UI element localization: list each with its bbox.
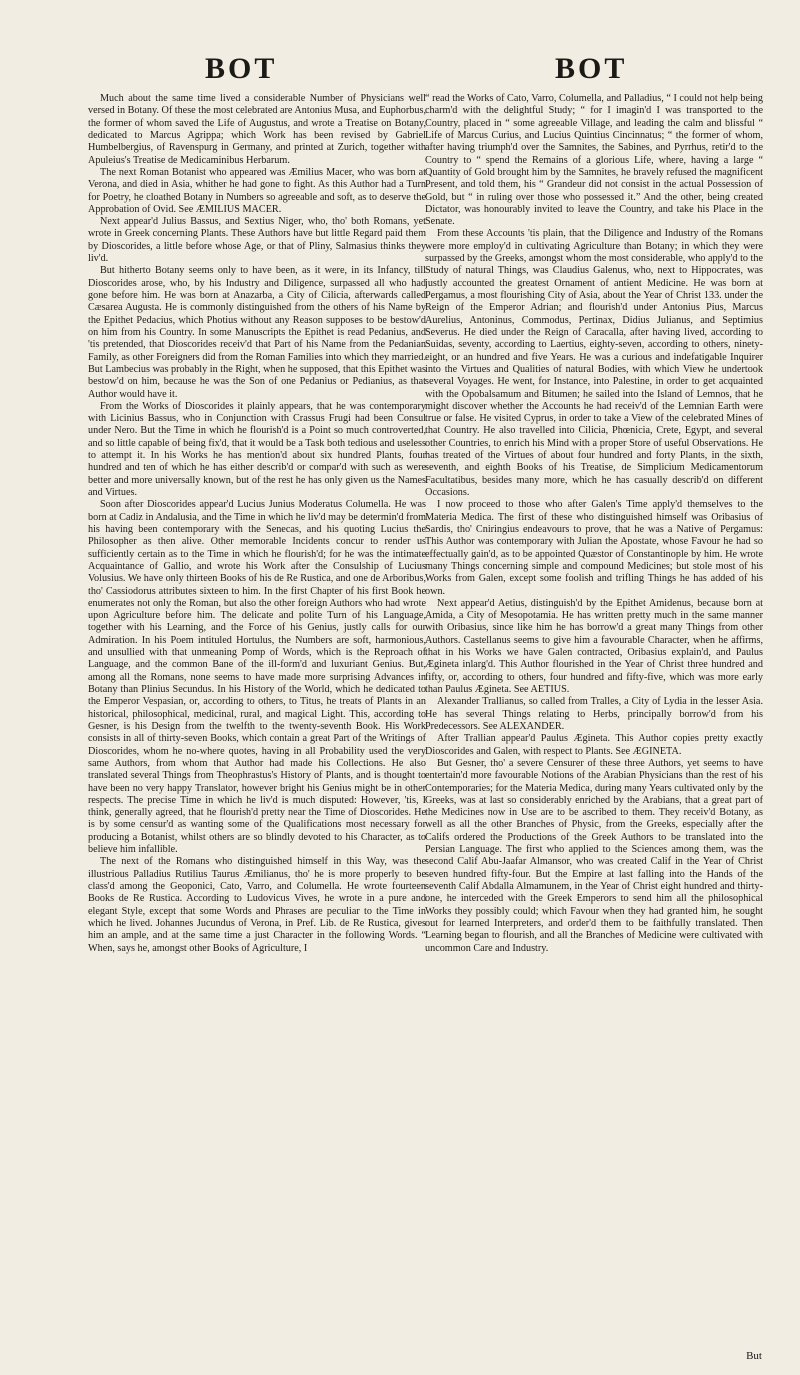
paragraph-dioscorides: But hitherto Botany seems only to have been, as it were, in its Infancy, till Dioscorides arose, who, by his Industry and Diligence, surpassed all who had gone before him. He was born at Anazarba, a City of Cilicia, afterwards called Cæsarea Augusta. He is commonly distinguished from the others of his Name by the Epithet Pedacius, which Photius without any Reason supposes to be bestow'd on him from his Country. In some Manuscripts the Epithet is read Pedanius, and 'tis pretended, that Dioscorides receiv'd that Part of his Name from the Pedanian Family, as other Foreigners did from the Roman Families into which they married. But Lambecius was probably in the Right, when he supposed, that this Epithet was bestow'd on him, because he was the Son of one Pedanius or Pedianius, as that Author would have it.	[88, 265, 426, 400]
catchword: But	[746, 1350, 762, 1362]
paragraph-aegineta: After Trallian appear'd Paulus Ægineta. This Author copies pretty exactly Dioscorides and Galen, with respect to Plants. See ÆGINETA.	[425, 733, 763, 757]
paragraph-palladius: The next of the Romans who distinguished himself in this Way, was the illustrious Palladius Rutilius Taurus Æmilianus, tho' he is more properly to be class'd among the Geoponici, Cato, Varro, and Columella. He wrote fourteen Books de Re Rustica. According to Ludovicus Vives, he wrote in a pure and elegant Style, except that some Words and Phrases are peculiar to the Time in which he lived. Johannes Jucundus of Verona, in Pref. Lib. de Re Rustica, gives him an ample, and at the same time a just Character in the following Words. “ When, says he, amongst other Books of Agriculture, I	[88, 856, 426, 954]
left-column	[88, 93, 426, 1353]
paragraph-oribasius: I now proceed to those who after Galen's Time apply'd themselves to the Materia Medica. The first of these who distinguished himself was Oribasius of Sardis, tho' Cniringius endeavours to prove, that he was a Native of Pergamus: This Author was contemporary with Julian the Apostate, whose Favour he had so effectually gain'd, as to be appointed Quæstor of Constantinople by him. He wrote many Things concerning simple and compound Medicines; but stole most of his Works from Galen, except some foolish and trifling Things he has added of his own.	[425, 499, 763, 597]
running-head-right: BOT	[555, 52, 628, 85]
paragraph-dioscorides-works: From the Works of Dioscorides it plainly appears, that he was contemporary with Licinius Bassus, who in Conjunction with Crassus Frugi had been Consul under Nero. But the Time in which he flourish'd is a Point so much controverted, and so little capable of being fix'd, that it would be a Task both tedious and useless to attempt it. In his Works he has mention'd about six hundred Plants, four hundred and ten of which he has either describ'd or compar'd with such as were better and more universally known, but of the rest he has only given us the Names and Virtues.	[88, 400, 426, 498]
paragraph-physicians: Much about the same time lived a considerable Number of Physicians well versed in Botany. Of these the most celebrated are Antonius Musa, and Euphorbus, the former of whom saved the Life of Augustus, and wrote a Treatise on Botany, dedicated to Marcus Agrippa; which Work has been revised by Gabriel Humbelbergius, of Ravenspurg in Germany, and printed at Zurich, together with Apuleius's Treatise de Medicaminibus Herbarum.	[88, 93, 426, 166]
paragraph-galen: From these Accounts 'tis plain, that the Diligence and Industry of the Romans were more employ'd in cultivating Agriculture than Botany; in which they were surpassed by the Greeks, amongst whom the most considerable, who apply'd to the Study of natural Things, was Claudius Galenus, who, next to Hippocrates, was justly accounted the greatest Ornament of antient Medicine. He was born at Pergamus, a most flourishing City of Asia, about the Year of Christ 133. under the Reign of the Emperor Adrian; and flourish'd under Antonius Pius, Marcus Aurelius, Antoninus, Commodus, Pertinax, Didius Julianus, and Septimius Severus. He died under the Reign of Caracalla, after having lived, according to Suidas, seventy, according to Laertius, eighty-seven, according to others, ninety-eight, or an hundred and five Years. He was a curious and indefatigable Inquirer into the Virtues and Qualities of natural Bodies, with which View he undertook several Voyages. He went, for Instance, into Palestine, in order to get acquainted with the Opobalsamum and Bitumen; he sailed into the Island of Lemnos, that he might discover whether the Accounts he had receiv'd of the Lemnian Earth were true or false. He visited Cyprus, in order to take a View of the celebrated Mines of that Country. He also travelled into Cilicia, Phœnicia, Crete, Egypt, and several other Countries, to enrich his Mind with a proper Store of useful Observations. He has treated of the Virtues of about four hundred and forty Plants, in the sixth, seventh, and eighth Books of his Treatise, de Simplicium Medicamentorum Facultatibus, besides many more, which he has casually describ'd on different Occasions.	[425, 228, 763, 498]
paragraph-macer: The next Roman Botanist who appeared was Æmilius Macer, who was born at Verona, and died in Asia, whither he had gone to fight. As this Author had a Turn for Poetry, he cloathed Botany in Numbers so agreeable and soft, as to deserve the Approbation of Ovid. See ÆMILIUS MACER.	[88, 166, 426, 215]
running-head-left: BOT	[205, 52, 278, 85]
paragraph-columella-pliny: Soon after Dioscorides appear'd Lucius Junius Moderatus Columella. He was born at Cadiz in Andalusia, and the Time in which he liv'd may be determin'd from his having been contemporary with the Senecas, and his quoting Lucius the Philosopher as then alive. Other memorable Incidents concur to render us sufficiently certain as to the Time in which he flourish'd; for he was the intimate Acquaintance of Gallio, and wrote his Work after the Consulship of Lucius Volusius. We have only thirteen Books of his de Re Rustica, and one de Arboribus, tho' Cassiodorus attributes sixteen to him. In the first Chapter of his first Book he enumerates not only the Roman, but also the other foreign Authors who had wrote upon Agriculture before him. The delicate and polite Turn of his Language, together with his Learning, and the Force of his Genius, justly calls for our Admiration. In his Poem intituled Hortulus, the Numbers are soft, harmonious, and unsullied with that unmeaning Pomp of Words, which is the Reproach of Language, and the common Bane of the ill-form'd and luxuriant Genius. But, among all the Romans, none seems to have made more surprising Advances in Botany than Plinius Secundus. In his History of the World, which he dedicated to the Emperor Vespasian, or, according to others, to Titus, he treats of Plants in an historical, philosophical, medicinal, rural, and magical Light. This, according to Gesner, is his Design from the twelfth to the twenty-seventh Book. His Work consists in all of thirty-seven Books, which contain a great Part of the Writings of Dioscorides, whom he no-where quotes, having in all Probability used the very same Authors, from whom that Author had made his Collections. He also translated several Things from Theophrastus's History of Plants, and is thought to have been no very happy Translator, however bright his Genius might be in other respects. The precise Time in which he liv'd is much disputed: However, 'tis, I think, generally agreed, that he flourish'd pretty near the Time of Dioscorides. He is by some censur'd as wanting some of the Qualifications most necessary for producing a Botanist, whilst others are so blindly devoted to his Character, as to believe him infallible.	[88, 499, 426, 856]
paragraph-arabians: But Gesner, tho' a severe Censurer of these three Authors, yet seems to have entertain'd more favourable Notions of the Arabian Physicians than the rest of his Contemporaries; for the Materia Medica, during many Years cultivated only by the Greeks, was at last so considerably enriched by the Arabians, that a great part of the Medicines now in Use are to be ascribed to them. They receiv'd Botany, as well as all the other Branches of Physic, from the Greeks, especially after the Califs ordered the Productions of the Greek Authors to be translated into the Persian Language. The first who applied to the Sciences among them, was the second Calif Abu-Jaafar Almansor, who was created Calif in the Year of Christ seven hundred fifty-four. But the Empire at last falling into the Hands of the seventh Calif Abdalla Almamunem, in the Year of Christ eight hundred and thirty-one, he interceded with the Greek Emperors to send him all the philosophical Works they possibly could; which Favour when they had granted him, he sought out for learned Interpreters, and order'd them to be faithfully translated. Then Learning began to flourish, and all the Branches of Medicine were cultivated with uncommon Care and Industry.	[425, 757, 763, 954]
paragraph-bassus-niger: Next appear'd Julius Bassus, and Sextius Niger, who, tho' both Romans, yet wrote in Greek concerning Plants. These Authors have but little Regard paid them by Dioscorides, a little before whose Age, or that of Pliny, Salmasius thinks they liv'd.	[88, 216, 426, 265]
paragraph-quotation-continued: “ read the Works of Cato, Varro, Columella, and Palladius, “ I could not help being charm'd with the delightful Study; “ for I imagin'd I was transported to the Country, placed in “ some agreeable Village, and leading the calm and blissful “ Life of Marcus Curius, and Lucius Quintius Cincinnatus; “ the former of whom, after having triumph'd over the Samnites, the Sabines, and Pyrrhus, retir'd to the Country to “ spend the Remains of a glorious Life, where, having a large “ Quantity of Gold brought him by the Samnites, he bravely refused the magnificent Present, and told them, his “ Grandeur did not consist in the actual Possession of Gold, but “ in ruling over those who possessed it.” And the other, being created Dictator, was honourably invited to leave the Country, and take his Place in the Senate.	[425, 93, 763, 228]
paragraph-aetius: Next appear'd Aetius, distinguish'd by the Epithet Amidenus, because born at Amida, a City of Mesopotamia. He has written pretty much in the same manner with Oribasius, since like him he has borrow'd a great many Things from other Authors. Castellanus seems to give him a favourable Character, when he affirms, that in his Works we have Galen contracted, Oribasius explain'd, and Paulus Ægineta inlarg'd. This Author flourished in the Year of Christ three hundred and fifty, or, according to others, four hundred and fifty-five, which was more early than Paulus Ægineta. See AETIUS.	[425, 597, 763, 695]
paragraph-trallianus: Alexander Trallianus, so called from Tralles, a City of Lydia in the lesser Asia. He has several Things relating to Herbs, principally borrow'd from his Predecessors. See ALEXANDER.	[425, 696, 763, 732]
right-column	[425, 93, 763, 1353]
